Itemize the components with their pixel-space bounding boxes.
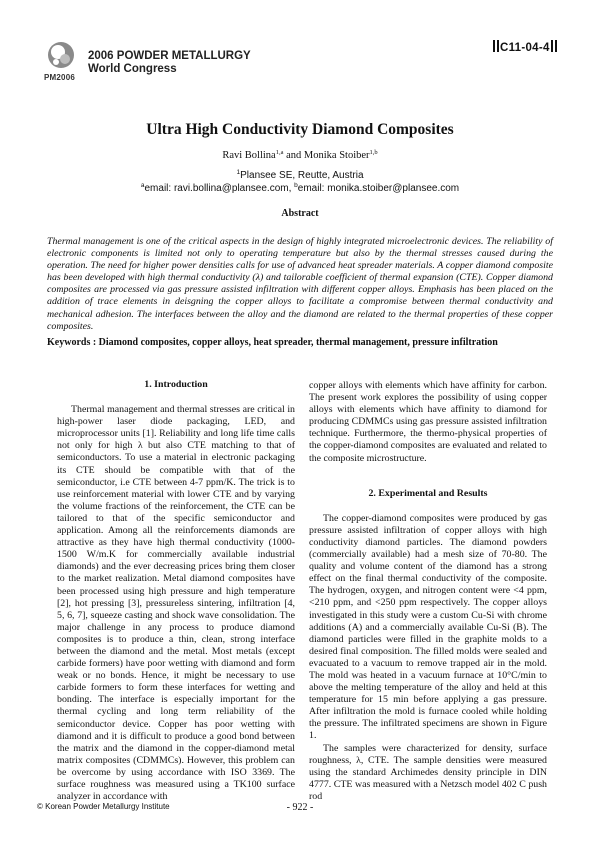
right-column — [309, 380, 547, 803]
introduction-heading: 1. Introduction — [144, 379, 208, 390]
affiliation-sup: 1 — [236, 169, 241, 176]
authors — [44, 150, 556, 161]
experimental-paragraph-1: The copper-diamond composites were produced by gas pressure assisted infiltration of copper alloys with high conductivity diamond particles. The diamond powders (commercially available) had a mesh size of 70-80. The quality and volume content of the diamond has a strong effect on the final thermal conductivity of the composite. The hydrogen, oxygen, and nitrogen content were <4 ppm, <210 ppm, and <250 ppm respectively. The copper alloys investigated in this study were a custom Cu-Si with chrome additions (A) and a commercially available Cu-Si (B). The diamond particles were filled in the graphite molds to a desired final composition. The filled molds were sealed and evacuated to a vacuum to remove trapped air in the mold. The mold was heated in a vacuum furnace at 10°C/min to above the melting temperature of the alloy and held at this temperature for 15 min before applying a gas pressure. After infiltration the mold is furnace cooled while holding the pressure. The infiltrated specimens are shown in Figure 1. — [309, 512, 547, 742]
paper-code-text: C11-04-4 — [500, 42, 550, 54]
conference-title — [88, 50, 251, 76]
conference-line-2: World Congress — [88, 63, 177, 75]
page-number: - 922 - — [286, 802, 314, 813]
paper-title: Ultra High Conductivity Diamond Composites — [146, 121, 454, 138]
experimental-paragraph-2: The samples were characterized for density, surface roughness, λ, CTE. The sample densities were measured using the standard Archimedes density principle in DIN 4777. CTE was measured with a Netzsch model 402 C push rod — [309, 742, 547, 802]
experimental-heading: 2. Experimental and Results — [368, 487, 488, 499]
email-b-sup: b — [294, 182, 298, 189]
abstract-text: Thermal management is one of the critical aspects in the design of highly integrated microelectronic devices. The reliability of electronic components is limited not only to operating temperature but also by the thermal stresses caused during the operation. The need for higher power densities calls for use of advanced heat spreader materials. A copper diamond composite has been developed with high thermal conductivity (λ) and tailorable coefficient of thermal expansion (CTE). Copper diamond composites are processed via gas pressure assisted infiltration with different copper alloys. Emphasis has been placed on the addition of trace elements in deisgning the copper alloys to facilitate a compromise between thermal conductivity and mechanical adhesion. The interfaces between the alloy and the diamond are related to the thermal properties of these copper composites. — [47, 236, 553, 332]
author-2-sup: 1,b — [369, 149, 378, 156]
paper-code — [492, 40, 558, 54]
introduction-continued: copper alloys with elements which have affinity for carbon. The present work explores the possibility of using copper alloys with elements which have affinity to diamond for producing CDMMCs using gas pressure assisted infiltration technique. Furthermore, the thermo-physical properties of the copper-diamond composites are evaluated and related to the composite microstructure. — [309, 380, 547, 464]
keywords: Keywords : Diamond composites, copper alloys, heat spreader, thermal management, pressure infiltration — [47, 337, 498, 348]
logo-text: PM2006 — [44, 73, 75, 82]
conference-line-1: 2006 POWDER METALLURGY — [88, 50, 251, 62]
author-2: Monika Stoiber — [303, 150, 370, 161]
emails — [44, 183, 556, 194]
left-column — [57, 379, 295, 803]
and-text: and — [283, 150, 304, 161]
abstract-heading: Abstract — [281, 208, 319, 219]
author-1: Ravi Bollina — [222, 150, 276, 161]
code-bar-left-2 — [497, 40, 499, 52]
code-bar-right — [551, 40, 553, 52]
code-bar-left — [493, 40, 495, 52]
email-a: email: ravi.bollina@plansee.com, — [144, 183, 295, 194]
footer-copyright: © Korean Powder Metallurgy Institute — [37, 802, 170, 811]
affiliation-text: Plansee SE, Reutte, Austria — [240, 170, 364, 181]
email-a-sup: a — [140, 182, 145, 189]
author-1-sup: 1,a — [275, 149, 284, 156]
affiliation — [44, 170, 556, 181]
introduction-paragraph: Thermal management and thermal stresses are critical in high-power laser diode packaging, LED, and microprocessor units [1]. Reliability and long life time calls not only for high λ but also CTE matching to that of semiconductors. To use a material in electronic packaging its CTE should be compatible with that of the semiconductor, i.e CTE between 4-7 ppm/K. The trick is to use reinforcement material with lower CTE and by varying the volume fractions of the reinforcement, the CTE can be tailored to that of the specific semiconductor and application. Among all the reinforcements diamonds are attractive as they have high thermal conductivity (1000-1500 W/m.K for commercially available industrial diamonds) and the ever decreasing prices bring them closer to the market realization. Metal diamond composites have been processed using high pressure and high temperature [2], hot pressing [3], pressureless sintering, infiltration [4, 5, 6, 7], squeeze casting and shock wave consolidation. The major challenge in any process to produce diamond composites is to produce a thin, clean, strong interface between the diamond and the metal. Most metals (except carbide formers) have poor wetting with diamond and form weak or no bonds. Hence, it might be necessary to use carbide formers to form these interfaces for wetting and bonding. The interface is especially important for the thermal cycling and long term reliability of the semiconductor device. Copper has poor wetting with diamond and it is difficult to produce a good bond between the matrix and the diamond in the copper-diamond metal matrix composites (CDMMCs). However, this problem can be overcome by using accordance with ISO 3369. The surface roughness was measured using a TK100 surface analyzer in accordance with — [57, 404, 295, 803]
email-b: email: monika.stoiber@plansee.com — [297, 183, 460, 194]
code-bar-right-2 — [555, 40, 557, 52]
